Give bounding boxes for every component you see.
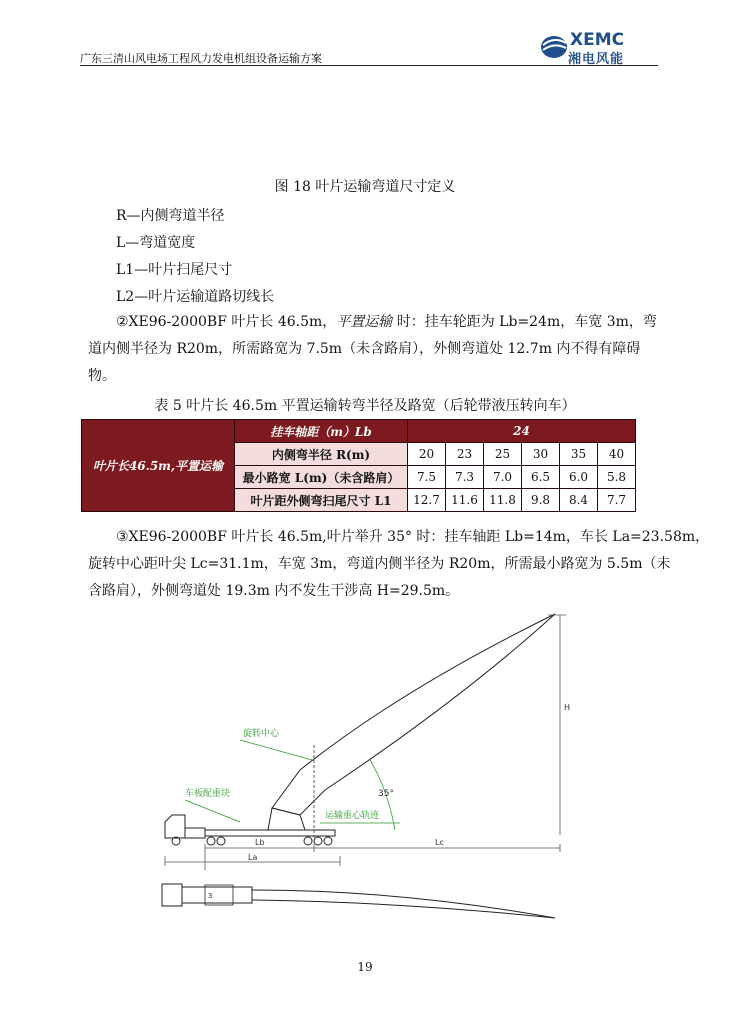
lifting-frame (268, 808, 305, 830)
label-track: 运输重心轨迹 (325, 811, 380, 821)
para2-line2: 道内侧半径为 R20m，所需路宽为 7.5m（未含路肩），外侧弯道处 12.7m 内不得有障碍 (88, 341, 641, 357)
wheel (324, 837, 332, 845)
table-cell: 7.0 (484, 466, 522, 489)
para2-text-b: 时：挂车轮距为 Lb=24m，车宽 3m，弯 (392, 314, 657, 330)
para3-line2: 旋转中心距叶尖 Lc=31.1m，车宽 3m，弯道内侧半径为 R20m，所需最小路宽为 5.5m（未 (88, 556, 671, 572)
table-cell: 25 (484, 443, 522, 466)
top-view-blade (252, 890, 555, 918)
top-view-width-label: 3 (208, 892, 213, 900)
table-cell: 5.8 (598, 466, 636, 489)
table-cell: 9.8 (522, 489, 560, 512)
para3-line3: 含路肩），外侧弯道处 19.3m 内不发生干涉高 H=29.5m。 (88, 583, 460, 599)
table-cell: 6.0 (560, 466, 598, 489)
table-cell: 7.7 (598, 489, 636, 512)
company-logo (538, 30, 658, 67)
trailer-bed (205, 830, 335, 836)
table-5 (81, 419, 636, 512)
table-cell: 20 (408, 443, 446, 466)
header-doc-title: 广东三清山风电场工程风力发电机组设备运输方案 (80, 52, 322, 65)
para2-emphasis: 平置运输 (336, 314, 393, 330)
figure-18-caption: 图 18 叶片运输弯道尺寸定义 (274, 179, 456, 195)
table-row (82, 420, 636, 443)
tractor-cab (165, 815, 185, 838)
dimension-la-label: La (248, 853, 258, 862)
page-number: 19 (357, 960, 373, 974)
dimension-lc-label: Lc (435, 838, 444, 847)
definition-l1: L1—叶片扫尾尺寸 (116, 262, 233, 278)
table-cell: 23 (446, 443, 484, 466)
table-cell: 11.6 (446, 489, 484, 512)
lifted-blade (272, 614, 555, 815)
logo-globe-icon (540, 32, 568, 60)
para3-line1: ③XE96-2000BF 叶片长 46.5m,叶片举升 35° 时：挂车轴距 Lb=14m，车长 La=23.58m， (116, 529, 710, 545)
table-cell: 7.5 (408, 466, 446, 489)
table-cell: 6.5 (522, 466, 560, 489)
axle-label: 挂车轴距（m）Lb (235, 420, 408, 443)
table-cell: 12.7 (408, 489, 446, 512)
table-left-label: 叶片长46.5m,平置运输 (82, 420, 235, 512)
blade-transport-drawing (150, 605, 570, 925)
axle-value: 24 (408, 420, 636, 443)
wheel (314, 837, 322, 845)
definition-l: L—弯道宽度 (116, 235, 196, 251)
row-label: 最小路宽 L(m)（未含路肩） (235, 466, 408, 489)
logo-text-cn: 湘电风能 (568, 52, 625, 67)
wheel (207, 837, 215, 845)
definition-l2: L2—叶片运输道路切线长 (116, 289, 275, 305)
top-view-truck (162, 884, 182, 906)
definition-r: R—内侧弯道半径 (116, 208, 225, 224)
para2-line3: 物。 (88, 368, 116, 384)
dimension-lb-label: Lb (255, 838, 265, 847)
row-label: 叶片距外侧弯扫尾尺寸 L1 (235, 489, 408, 512)
table-5-caption: 表 5 叶片长 46.5m 平置运输转弯半径及路宽（后轮带液压转向车） (154, 398, 576, 414)
logo-text-en: XEMC (570, 30, 625, 50)
label-angle: 35° (378, 789, 394, 799)
wheel (217, 837, 225, 845)
label-rotation-center: 旋转中心 (243, 729, 280, 739)
table-cell: 35 (560, 443, 598, 466)
wheel (304, 837, 312, 845)
table-cell: 8.4 (560, 489, 598, 512)
table-cell: 40 (598, 443, 636, 466)
label-counterweight: 车板配重块 (185, 789, 231, 799)
para2-line1 (116, 311, 657, 333)
table-cell: 11.8 (484, 489, 522, 512)
table-cell: 30 (522, 443, 560, 466)
para2-text-a: ②XE96-2000BF 叶片长 46.5m， (116, 314, 337, 330)
row-label: 内侧弯半径 R(m) (235, 443, 408, 466)
table-cell: 7.3 (446, 466, 484, 489)
dimension-h-label: H (564, 703, 570, 712)
